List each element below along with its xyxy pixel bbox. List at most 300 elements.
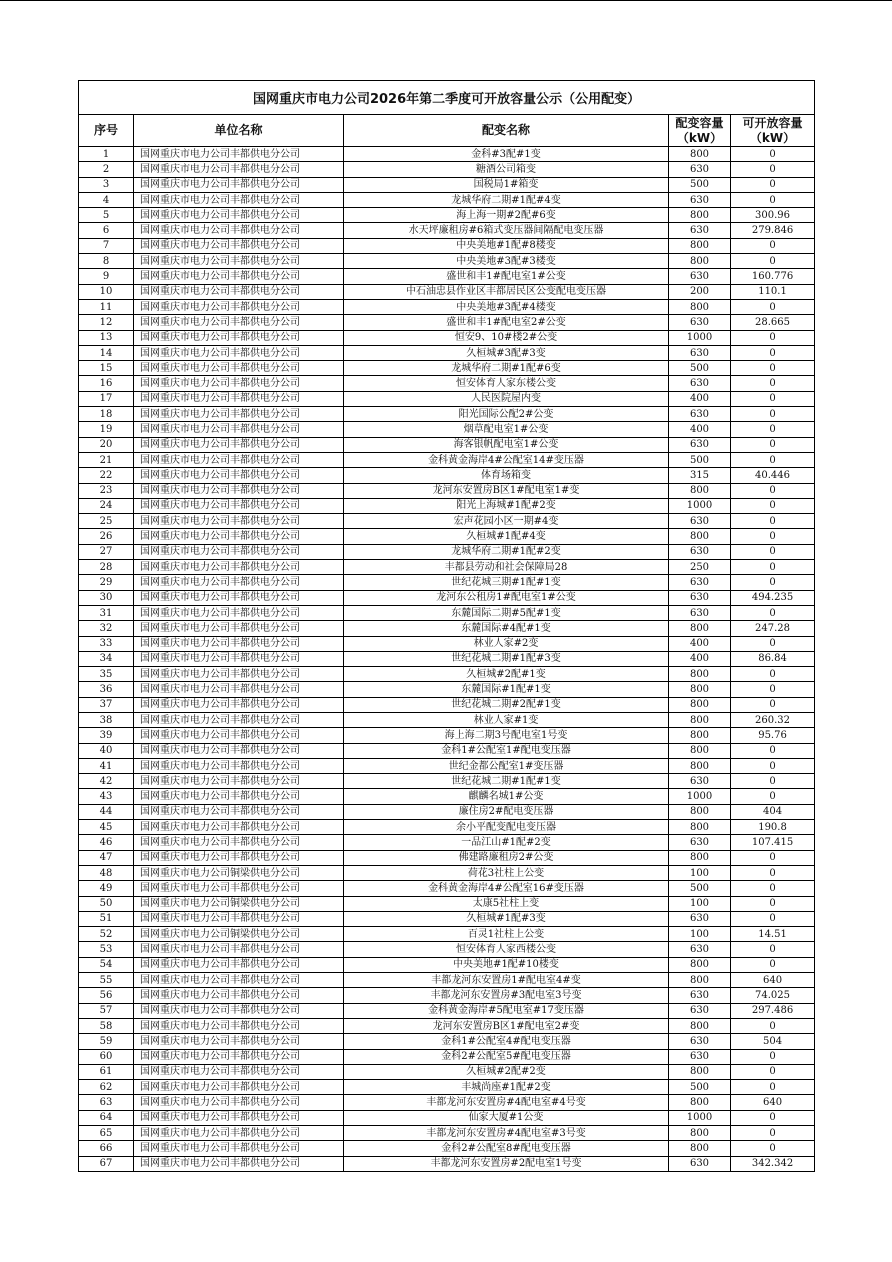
table-row [79,621,815,636]
row-unit-name: 国网重庆市电力公司丰都供电分公司 [134,1156,344,1171]
row-capacity: 630 [669,988,731,1003]
table-row [79,345,815,360]
row-index: 9 [79,269,134,284]
row-capacity: 800 [669,1064,731,1079]
row-transformer-name: 金科黄金海岸4#公配室16#变压器 [344,881,669,896]
row-transformer-name: 丰都龙河东安置房1#配电室4#变 [344,973,669,988]
table-row [79,391,815,406]
row-transformer-name: 世纪花城二期#1配#3变 [344,651,669,666]
row-index: 36 [79,682,134,697]
row-unit-name: 国网重庆市电力公司丰都供电分公司 [134,850,344,865]
row-open-capacity: 0 [731,483,815,498]
row-transformer-name: 水天坪廉租房#6箱式变压器间隔配电变压器 [344,223,669,238]
row-open-capacity: 342.342 [731,1156,815,1171]
row-unit-name: 国网重庆市电力公司丰都供电分公司 [134,1141,344,1156]
row-capacity: 630 [669,1156,731,1171]
row-open-capacity: 0 [731,1080,815,1095]
row-index: 30 [79,590,134,605]
row-unit-name: 国网重庆市电力公司丰都供电分公司 [134,1080,344,1095]
row-open-capacity: 297.486 [731,1003,815,1018]
table-row [79,1141,815,1156]
row-open-capacity: 0 [731,254,815,269]
row-open-capacity: 260.32 [731,712,815,727]
row-capacity: 800 [669,712,731,727]
row-index: 18 [79,407,134,422]
row-index: 13 [79,330,134,345]
row-unit-name: 国网重庆市电力公司丰都供电分公司 [134,468,344,483]
row-transformer-name: 佛建路廉租房2#公变 [344,850,669,865]
row-unit-name: 国网重庆市电力公司铜梁供电分公司 [134,865,344,880]
row-open-capacity: 0 [731,544,815,559]
row-capacity: 800 [669,1141,731,1156]
row-index: 40 [79,743,134,758]
row-transformer-name: 久桓城#1配#4变 [344,529,669,544]
row-capacity: 500 [669,1080,731,1095]
row-transformer-name: 国税局1#箱变 [344,177,669,192]
row-transformer-name: 龙城华府二期#1配#4变 [344,192,669,207]
row-capacity: 800 [669,820,731,835]
row-index: 42 [79,774,134,789]
row-transformer-name: 恒安体育人家西楼公变 [344,942,669,957]
row-open-capacity: 0 [731,667,815,682]
row-index: 52 [79,927,134,942]
row-index: 44 [79,804,134,819]
row-unit-name: 国网重庆市电力公司丰都供电分公司 [134,758,344,773]
table-row [79,1049,815,1064]
header-capacity: 配变容量 （kW） [669,115,731,147]
row-index: 11 [79,299,134,314]
row-transformer-name: 丰城尚座#1配#2变 [344,1080,669,1095]
row-index: 15 [79,361,134,376]
table-row [79,407,815,422]
row-index: 34 [79,651,134,666]
row-open-capacity: 640 [731,1095,815,1110]
row-open-capacity: 0 [731,177,815,192]
row-transformer-name: 丰都县劳动和社会保障局28 [344,560,669,575]
row-open-capacity: 0 [731,407,815,422]
row-transformer-name: 世纪金都公配室1#变压器 [344,758,669,773]
row-index: 50 [79,896,134,911]
row-transformer-name: 中央美地#1配#8楼变 [344,238,669,253]
row-unit-name: 国网重庆市电力公司丰都供电分公司 [134,269,344,284]
row-unit-name: 国网重庆市电力公司丰都供电分公司 [134,911,344,926]
row-open-capacity: 0 [731,162,815,177]
table-row [79,208,815,223]
row-capacity: 630 [669,605,731,620]
row-unit-name: 国网重庆市电力公司丰都供电分公司 [134,973,344,988]
table-row [79,284,815,299]
table-row [79,896,815,911]
row-capacity: 1000 [669,330,731,345]
row-transformer-name: 龙河东公租房1#配电室1#公变 [344,590,669,605]
table-row [79,850,815,865]
row-transformer-name: 阳光国际公配2#公变 [344,407,669,422]
row-capacity: 1000 [669,498,731,513]
table-row [79,835,815,850]
table-row [79,774,815,789]
row-index: 60 [79,1049,134,1064]
row-index: 31 [79,605,134,620]
row-open-capacity: 0 [731,330,815,345]
row-unit-name: 国网重庆市电力公司丰都供电分公司 [134,697,344,712]
row-open-capacity: 0 [731,1064,815,1079]
row-index: 63 [79,1095,134,1110]
row-transformer-name: 中石油忠县作业区丰都居民区公变配电变压器 [344,284,669,299]
row-capacity: 800 [669,728,731,743]
row-index: 26 [79,529,134,544]
row-capacity: 630 [669,315,731,330]
row-capacity: 800 [669,238,731,253]
row-index: 25 [79,514,134,529]
row-unit-name: 国网重庆市电力公司丰都供电分公司 [134,483,344,498]
table-row [79,147,815,162]
row-open-capacity: 0 [731,575,815,590]
row-capacity: 800 [669,529,731,544]
table-row [79,422,815,437]
row-transformer-name: 龙城华府二期#1配#6变 [344,361,669,376]
row-capacity: 800 [669,483,731,498]
row-transformer-name: 东麓国际#1配#1变 [344,682,669,697]
row-unit-name: 国网重庆市电力公司丰都供电分公司 [134,1003,344,1018]
table-row [79,315,815,330]
table-row [79,697,815,712]
row-capacity: 400 [669,636,731,651]
row-index: 56 [79,988,134,1003]
row-transformer-name: 海上海二期3号配电室1号变 [344,728,669,743]
row-index: 62 [79,1080,134,1095]
table-row [79,927,815,942]
row-unit-name: 国网重庆市电力公司丰都供电分公司 [134,988,344,1003]
row-index: 51 [79,911,134,926]
row-unit-name: 国网重庆市电力公司丰都供电分公司 [134,820,344,835]
row-capacity: 800 [669,621,731,636]
row-capacity: 800 [669,299,731,314]
row-capacity: 1000 [669,789,731,804]
row-index: 29 [79,575,134,590]
row-transformer-name: 久桓城#3配#3变 [344,345,669,360]
row-index: 21 [79,452,134,467]
row-index: 22 [79,468,134,483]
row-unit-name: 国网重庆市电力公司铜梁供电分公司 [134,927,344,942]
row-transformer-name: 恒安体育人家东楼公变 [344,376,669,391]
table-row [79,162,815,177]
row-capacity: 630 [669,192,731,207]
row-index: 1 [79,147,134,162]
row-transformer-name: 东麓国际二期#5配#1变 [344,605,669,620]
row-index: 46 [79,835,134,850]
row-open-capacity: 0 [731,1110,815,1125]
row-unit-name: 国网重庆市电力公司丰都供电分公司 [134,330,344,345]
row-transformer-name: 廉住房2#配电变压器 [344,804,669,819]
row-transformer-name: 中央美地#3配#4楼变 [344,299,669,314]
row-index: 65 [79,1126,134,1141]
row-capacity: 500 [669,177,731,192]
page-top-rule [0,0,892,1]
row-unit-name: 国网重庆市电力公司丰都供电分公司 [134,529,344,544]
row-transformer-name: 太康5社柱上变 [344,896,669,911]
row-open-capacity: 0 [731,361,815,376]
row-index: 55 [79,973,134,988]
row-open-capacity: 0 [731,376,815,391]
row-open-capacity: 504 [731,1034,815,1049]
table-row [79,605,815,620]
row-open-capacity: 0 [731,498,815,513]
table-row [79,911,815,926]
table-row [79,1095,815,1110]
table-row [79,743,815,758]
table-row [79,1064,815,1079]
row-transformer-name: 久桓城#2配#2变 [344,1064,669,1079]
row-transformer-name: 龙河东安置房B区1#配电室2#变 [344,1018,669,1033]
capacity-table [78,80,815,1172]
row-unit-name: 国网重庆市电力公司丰都供电分公司 [134,682,344,697]
row-open-capacity: 0 [731,865,815,880]
row-transformer-name: 余小平配变配电变压器 [344,820,669,835]
row-capacity: 630 [669,345,731,360]
row-capacity: 800 [669,743,731,758]
row-capacity: 315 [669,468,731,483]
row-transformer-name: 仙家大厦#1公变 [344,1110,669,1125]
row-capacity: 400 [669,422,731,437]
row-open-capacity: 0 [731,743,815,758]
row-unit-name: 国网重庆市电力公司丰都供电分公司 [134,881,344,896]
row-index: 28 [79,560,134,575]
row-open-capacity: 0 [731,514,815,529]
row-capacity: 100 [669,927,731,942]
row-index: 57 [79,1003,134,1018]
table-row [79,804,815,819]
row-transformer-name: 丰都龙河东安置房#4配电室#4号变 [344,1095,669,1110]
table-row [79,452,815,467]
row-index: 2 [79,162,134,177]
row-capacity: 630 [669,1003,731,1018]
row-index: 14 [79,345,134,360]
row-unit-name: 国网重庆市电力公司丰都供电分公司 [134,1034,344,1049]
row-unit-name: 国网重庆市电力公司丰都供电分公司 [134,361,344,376]
row-index: 41 [79,758,134,773]
row-index: 37 [79,697,134,712]
row-transformer-name: 林业人家#1变 [344,712,669,727]
row-capacity: 800 [669,973,731,988]
row-open-capacity: 404 [731,804,815,819]
row-unit-name: 国网重庆市电力公司丰都供电分公司 [134,177,344,192]
table-row [79,590,815,605]
row-index: 32 [79,621,134,636]
row-open-capacity: 0 [731,1141,815,1156]
table-row [79,560,815,575]
row-open-capacity: 95.76 [731,728,815,743]
row-index: 39 [79,728,134,743]
row-capacity: 500 [669,881,731,896]
row-open-capacity: 86.84 [731,651,815,666]
row-open-capacity: 0 [731,437,815,452]
row-capacity: 800 [669,1018,731,1033]
table-row [79,254,815,269]
row-capacity: 200 [669,284,731,299]
row-transformer-name: 一品江山#1配#2变 [344,835,669,850]
row-transformer-name: 龙河东安置房B区1#配电室1#变 [344,483,669,498]
table-row [79,299,815,314]
row-open-capacity: 279.846 [731,223,815,238]
row-open-capacity: 0 [731,391,815,406]
row-transformer-name: 久桓城#2配#1变 [344,667,669,682]
row-index: 59 [79,1034,134,1049]
row-index: 53 [79,942,134,957]
row-capacity: 800 [669,1126,731,1141]
row-unit-name: 国网重庆市电力公司丰都供电分公司 [134,1018,344,1033]
row-capacity: 630 [669,942,731,957]
row-transformer-name: 久桓城#1配#3变 [344,911,669,926]
table-row [79,881,815,896]
row-capacity: 800 [669,254,731,269]
row-capacity: 800 [669,682,731,697]
header-unit-name: 单位名称 [134,115,344,147]
row-capacity: 800 [669,147,731,162]
row-unit-name: 国网重庆市电力公司丰都供电分公司 [134,192,344,207]
row-open-capacity: 0 [731,758,815,773]
title-row [79,81,815,115]
row-transformer-name: 林业人家#2变 [344,636,669,651]
table-row [79,192,815,207]
row-capacity: 800 [669,697,731,712]
row-unit-name: 国网重庆市电力公司丰都供电分公司 [134,284,344,299]
row-open-capacity: 0 [731,192,815,207]
row-index: 61 [79,1064,134,1079]
row-capacity: 630 [669,514,731,529]
table-row [79,498,815,513]
row-open-capacity: 0 [731,636,815,651]
row-unit-name: 国网重庆市电力公司丰都供电分公司 [134,254,344,269]
row-capacity: 630 [669,544,731,559]
row-transformer-name: 金科黄金海岸#5配电室#17变压器 [344,1003,669,1018]
table-row [79,667,815,682]
row-unit-name: 国网重庆市电力公司丰都供电分公司 [134,315,344,330]
row-open-capacity: 14.51 [731,927,815,942]
table-row [79,957,815,972]
row-open-capacity: 0 [731,422,815,437]
row-unit-name: 国网重庆市电力公司丰都供电分公司 [134,621,344,636]
row-unit-name: 国网重庆市电力公司丰都供电分公司 [134,1049,344,1064]
row-open-capacity: 0 [731,957,815,972]
row-transformer-name: 盛世和丰1#配电室2#公变 [344,315,669,330]
row-index: 27 [79,544,134,559]
table-row [79,1156,815,1171]
row-capacity: 500 [669,361,731,376]
row-index: 3 [79,177,134,192]
row-index: 43 [79,789,134,804]
row-unit-name: 国网重庆市电力公司丰都供电分公司 [134,147,344,162]
row-open-capacity: 0 [731,881,815,896]
row-index: 17 [79,391,134,406]
row-open-capacity: 110.1 [731,284,815,299]
row-unit-name: 国网重庆市电力公司丰都供电分公司 [134,743,344,758]
row-open-capacity: 247.28 [731,621,815,636]
row-transformer-name: 金科2#公配室5#配电变压器 [344,1049,669,1064]
table-row [79,376,815,391]
table-row [79,942,815,957]
row-capacity: 630 [669,269,731,284]
row-unit-name: 国网重庆市电力公司丰都供电分公司 [134,498,344,513]
row-unit-name: 国网重庆市电力公司丰都供电分公司 [134,376,344,391]
row-unit-name: 国网重庆市电力公司丰都供电分公司 [134,407,344,422]
row-unit-name: 国网重庆市电力公司丰都供电分公司 [134,208,344,223]
row-unit-name: 国网重庆市电力公司丰都供电分公司 [134,1126,344,1141]
table-row [79,1034,815,1049]
row-unit-name: 国网重庆市电力公司丰都供电分公司 [134,605,344,620]
row-transformer-name: 盛世和丰1#配电室1#公变 [344,269,669,284]
row-unit-name: 国网重庆市电力公司丰都供电分公司 [134,667,344,682]
row-capacity: 800 [669,208,731,223]
table-row [79,973,815,988]
row-unit-name: 国网重庆市电力公司丰都供电分公司 [134,728,344,743]
row-transformer-name: 中央美地#3配#3楼变 [344,254,669,269]
row-open-capacity: 0 [731,1049,815,1064]
header-transformer-name: 配变名称 [344,115,669,147]
row-unit-name: 国网重庆市电力公司丰都供电分公司 [134,1110,344,1125]
row-index: 7 [79,238,134,253]
row-transformer-name: 丰都龙河东安置房#4配电室#3号变 [344,1126,669,1141]
row-open-capacity: 190.8 [731,820,815,835]
table-row [79,712,815,727]
row-index: 33 [79,636,134,651]
row-unit-name: 国网重庆市电力公司丰都供电分公司 [134,1095,344,1110]
row-unit-name: 国网重庆市电力公司丰都供电分公司 [134,162,344,177]
table-row [79,468,815,483]
row-capacity: 800 [669,804,731,819]
row-index: 45 [79,820,134,835]
row-capacity: 630 [669,835,731,850]
row-transformer-name: 金科黄金海岸4#公配室14#变压器 [344,452,669,467]
row-index: 10 [79,284,134,299]
row-capacity: 800 [669,957,731,972]
row-unit-name: 国网重庆市电力公司丰都供电分公司 [134,345,344,360]
table-row [79,820,815,835]
row-index: 67 [79,1156,134,1171]
row-transformer-name: 金科1#公配室4#配电变压器 [344,1034,669,1049]
row-unit-name: 国网重庆市电力公司丰都供电分公司 [134,391,344,406]
row-transformer-name: 宏声花园小区一期#4变 [344,514,669,529]
row-index: 12 [79,315,134,330]
table-row [79,544,815,559]
row-open-capacity: 28.665 [731,315,815,330]
row-capacity: 250 [669,560,731,575]
row-unit-name: 国网重庆市电力公司丰都供电分公司 [134,774,344,789]
table-row [79,789,815,804]
table-row [79,177,815,192]
row-transformer-name: 海客银帆配电室1#公变 [344,437,669,452]
row-transformer-name: 世纪花城二期#2配#1变 [344,697,669,712]
header-index: 序号 [79,115,134,147]
row-capacity: 800 [669,667,731,682]
row-open-capacity: 0 [731,697,815,712]
row-open-capacity: 0 [731,299,815,314]
table-row [79,1110,815,1125]
row-unit-name: 国网重庆市电力公司丰都供电分公司 [134,942,344,957]
row-open-capacity: 0 [731,147,815,162]
table-row [79,514,815,529]
row-index: 64 [79,1110,134,1125]
row-open-capacity: 0 [731,560,815,575]
row-capacity: 630 [669,407,731,422]
row-index: 8 [79,254,134,269]
row-capacity: 500 [669,452,731,467]
row-index: 58 [79,1018,134,1033]
table-row [79,1018,815,1033]
row-index: 5 [79,208,134,223]
table-row [79,988,815,1003]
row-unit-name: 国网重庆市电力公司丰都供电分公司 [134,452,344,467]
row-unit-name: 国网重庆市电力公司丰都供电分公司 [134,835,344,850]
